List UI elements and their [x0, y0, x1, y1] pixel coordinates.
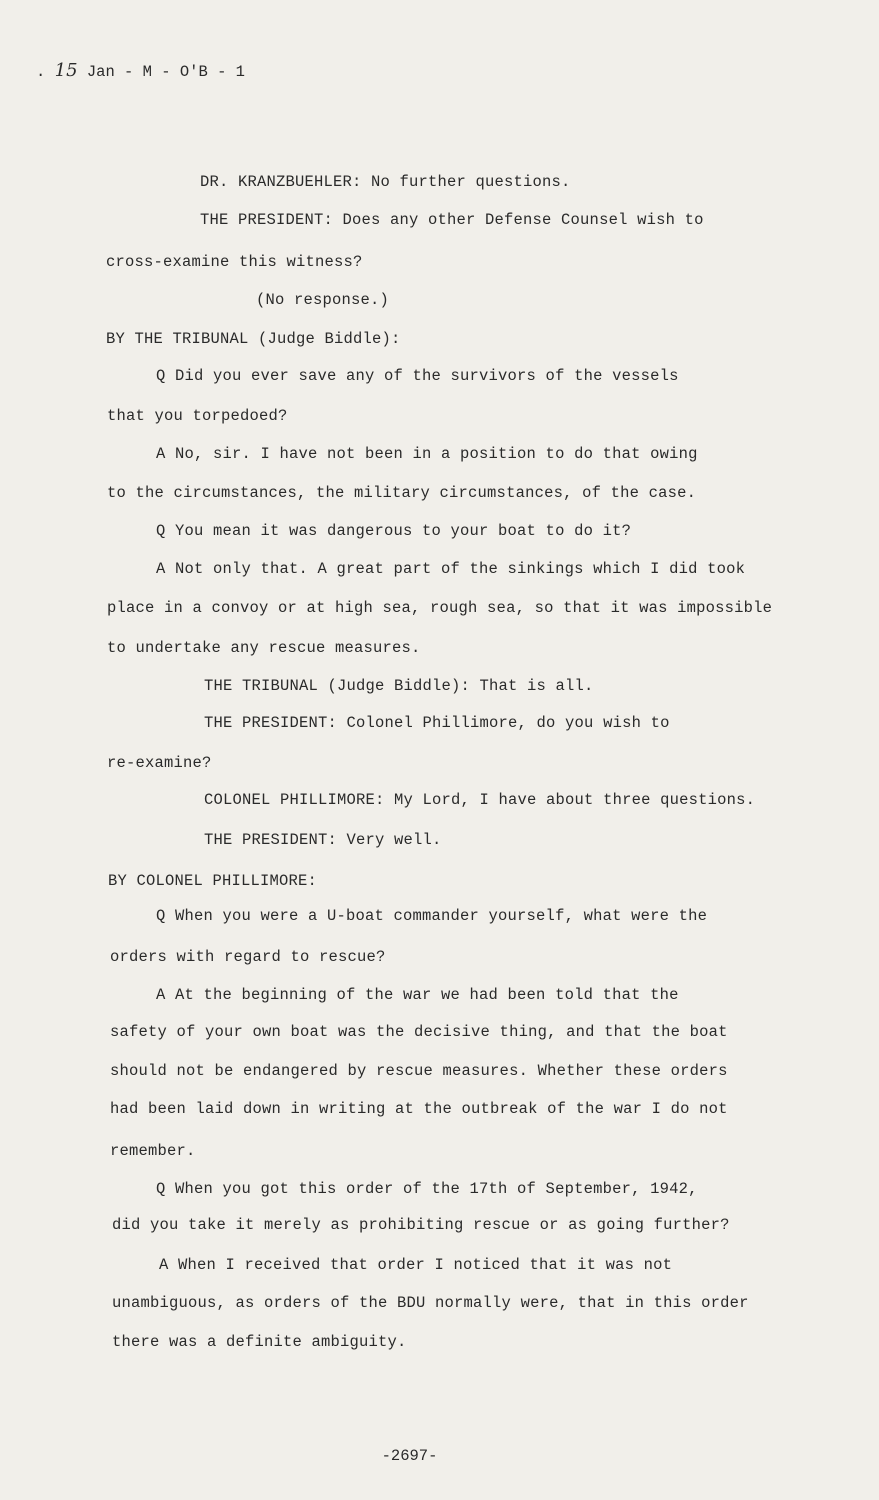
text-line: re-examine? [107, 754, 212, 772]
text-line: A Not only that. A great part of the sinkings which I did took [156, 560, 746, 578]
text-line: Q Did you ever save any of the survivors of the vessels [156, 367, 679, 385]
text-line: Q When you were a U-boat commander yourself, what were the [156, 907, 708, 925]
text-line: place in a convoy or at high sea, rough sea, so that it was impossible [107, 599, 773, 617]
text-line: (No response.) [256, 291, 390, 309]
page-header [36, 60, 245, 81]
text-line: Q You mean it was dangerous to your boat to do it? [156, 522, 632, 540]
text-line: THE PRESIDENT: Very well. [204, 831, 442, 849]
text-line: THE PRESIDENT: Does any other Defense Counsel wish to [200, 211, 704, 229]
text-line: orders with regard to rescue? [110, 948, 386, 966]
handwritten-number: 15 [54, 60, 78, 81]
text-line: BY COLONEL PHILLIMORE: [108, 872, 318, 890]
text-line: DR. KRANZBUEHLER: No further questions. [200, 173, 571, 191]
header-code: Jan - M - O'B - 1 [86, 63, 245, 81]
text-line: Q When you got this order of the 17th of September, 1942, [156, 1180, 698, 1198]
header-mark: . [36, 63, 46, 81]
text-line: should not be endangered by rescue measures. Whether these orders [110, 1062, 728, 1080]
text-line: cross-examine this witness? [106, 253, 363, 271]
text-line: unambiguous, as orders of the BDU normally were, that in this order [112, 1294, 749, 1312]
text-line: A At the beginning of the war we had been told that the [156, 986, 679, 1004]
text-line: safety of your own boat was the decisive thing, and that the boat [110, 1023, 728, 1041]
text-line: COLONEL PHILLIMORE: My Lord, I have about three questions. [204, 791, 756, 809]
text-line: A No, sir. I have not been in a position to do that owing [156, 445, 698, 463]
text-line: remember. [110, 1142, 196, 1160]
text-line: A When I received that order I noticed that it was not [159, 1256, 673, 1274]
text-line: did you take it merely as prohibiting rescue or as going further? [112, 1216, 730, 1234]
text-line: to the circumstances, the military circumstances, of the case. [107, 484, 697, 502]
text-line: BY THE TRIBUNAL (Judge Biddle): [106, 330, 401, 348]
text-line: THE PRESIDENT: Colonel Phillimore, do you wish to [204, 714, 670, 732]
page-number: -2697- [381, 1447, 438, 1465]
text-line: to undertake any rescue measures. [107, 639, 421, 657]
text-line: there was a definite ambiguity. [112, 1333, 407, 1351]
text-line: THE TRIBUNAL (Judge Biddle): That is all. [204, 677, 594, 695]
text-line: had been laid down in writing at the outbreak of the war I do not [110, 1100, 728, 1118]
text-line: that you torpedoed? [107, 407, 288, 425]
